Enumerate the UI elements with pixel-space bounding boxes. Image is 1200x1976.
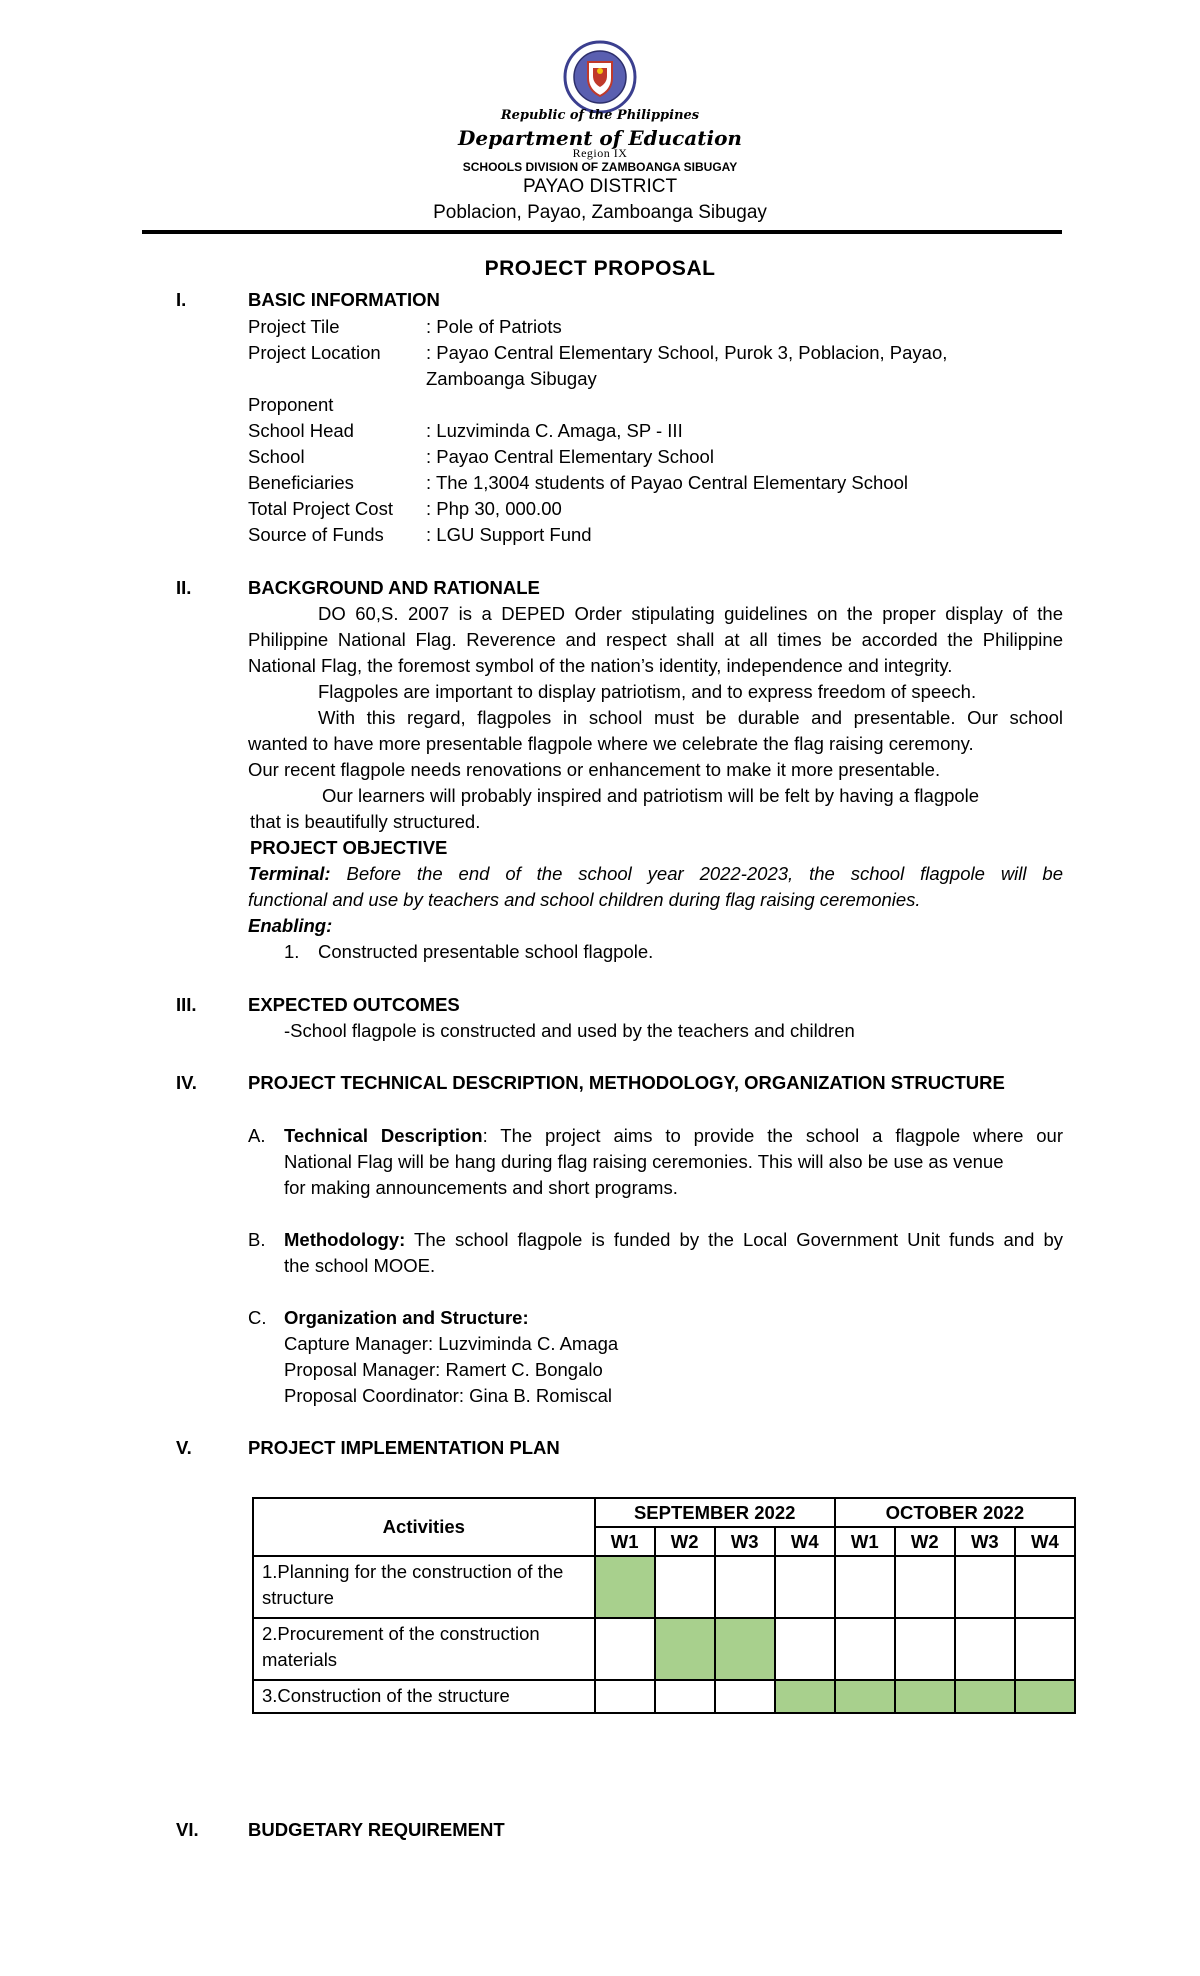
table-header-row (253, 1498, 1075, 1527)
section-heading: BUDGETARY REQUIREMENT (248, 1819, 505, 1840)
field-label: School (248, 446, 305, 467)
org-member: Capture Manager: Luzviminda C. Amaga (284, 1333, 619, 1354)
section-numeral: VI. (176, 1819, 199, 1840)
section-numeral: IV. (176, 1072, 197, 1093)
paragraph-line: Philippine National Flag. Reverence and respect shall at all times be accorded the Philippine (248, 629, 1063, 650)
week-cell (1015, 1618, 1075, 1680)
technical-description (284, 1123, 1063, 1149)
week-cell (1015, 1680, 1075, 1713)
division-line: SCHOOLS DIVISION OF ZAMBOANGA SIBUGAY (462, 160, 738, 174)
week-cell (655, 1556, 715, 1618)
section-numeral: III. (176, 994, 197, 1015)
week-cell (955, 1556, 1015, 1618)
terminal-label: Terminal: (248, 863, 331, 884)
section-numeral: V. (176, 1437, 192, 1458)
field-label: Proponent (248, 394, 334, 415)
item-letter: C. (248, 1307, 267, 1328)
district-line: PAYAO DISTRICT (522, 176, 678, 197)
week-cell (655, 1680, 715, 1713)
field-label: Project Tile (248, 316, 340, 337)
table-row (253, 1680, 1075, 1713)
week-header: W3 (715, 1527, 775, 1556)
terminal-text: Before the end of the school year 2022-2023, the school flagpole will be (330, 863, 1063, 884)
week-cell (715, 1680, 775, 1713)
implementation-plan-table (252, 1497, 1076, 1714)
paragraph-line: DO 60,S. 2007 is a DEPED Order stipulating guidelines on the proper display of the (318, 603, 1063, 624)
week-cell (895, 1618, 955, 1680)
field-label: Source of Funds (248, 524, 384, 545)
week-cell (595, 1680, 655, 1713)
paragraph-line: for making announcements and short programs. (284, 1177, 678, 1198)
paragraph-line: the school MOOE. (284, 1255, 436, 1276)
field-value: Zamboanga Sibugay (426, 368, 597, 389)
paragraph-line: National Flag will be hang during flag raising ceremonies. This will also be use as venue (284, 1151, 1004, 1172)
paragraph-line: Our recent flagpole needs renovations or enhancement to make it more presentable. (248, 759, 941, 780)
week-cell (955, 1618, 1015, 1680)
week-cell (835, 1556, 895, 1618)
address-line: Poblacion, Payao, Zamboanga Sibugay (433, 202, 767, 223)
week-cell (715, 1618, 775, 1680)
field-value: : LGU Support Fund (426, 524, 592, 545)
field-value: : The 1,3004 students of Payao Central Elementary School (426, 472, 908, 493)
paragraph-line: Flagpoles are important to display patriotism, and to express freedom of speech. (318, 681, 977, 702)
deped-seal-icon (563, 40, 637, 114)
item-letter: A. (248, 1125, 266, 1146)
paragraph-line: With this regard, flagpoles in school must be durable and presentable. Our school (318, 707, 1063, 728)
week-cell (775, 1680, 835, 1713)
field-label: Project Location (248, 342, 381, 363)
field-value: : Luzviminda C. Amaga, SP - III (426, 420, 683, 441)
item-letter: B. (248, 1229, 266, 1250)
field-value: : Payao Central Elementary School (426, 446, 714, 467)
month-header: SEPTEMBER 2022 (595, 1498, 835, 1527)
week-cell (1015, 1556, 1075, 1618)
terminal-text: functional and use by teachers and school children during flag raising ceremonies. (248, 889, 921, 910)
section-heading: PROJECT IMPLEMENTATION PLAN (248, 1437, 560, 1458)
section-heading: BACKGROUND AND RATIONALE (248, 577, 540, 598)
field-label: Beneficiaries (248, 472, 354, 493)
week-header: W3 (955, 1527, 1015, 1556)
methodology-text: The school flagpole is funded by the Local Government Unit funds and by (405, 1229, 1063, 1250)
paragraph-line: Our learners will probably inspired and patriotism will be felt by having a flagpole (322, 785, 980, 806)
field-label: School Head (248, 420, 354, 441)
organization-label: Organization and Structure: (284, 1307, 529, 1328)
field-value: : Pole of Patriots (426, 316, 562, 337)
field-value: : Php 30, 000.00 (426, 498, 562, 519)
technical-description-label: Technical Description (284, 1125, 483, 1146)
region-line: Region IX (572, 146, 628, 160)
section-numeral: I. (176, 289, 187, 310)
week-cell (715, 1556, 775, 1618)
enabling-label: Enabling: (248, 915, 333, 936)
week-header: W1 (835, 1527, 895, 1556)
week-header: W1 (595, 1527, 655, 1556)
paragraph-line: wanted to have more presentable flagpole where we celebrate the flag raising ceremony. (248, 733, 974, 754)
week-cell (595, 1618, 655, 1680)
week-header: W4 (1015, 1527, 1075, 1556)
week-cell (895, 1556, 955, 1618)
republic-line: Republic of the Philippines (500, 108, 700, 123)
page-title: PROJECT PROPOSAL (484, 257, 716, 280)
list-item: Constructed presentable school flagpole. (318, 941, 654, 962)
week-cell (595, 1556, 655, 1618)
week-header: W2 (655, 1527, 715, 1556)
paragraph-line: that is beautifully structured. (250, 811, 481, 832)
outcome-text: -School flagpole is constructed and used by the teachers and children (284, 1020, 855, 1041)
activity-cell: 1.Planning for the construction of the structure (253, 1556, 595, 1618)
list-item-number: 1. (284, 941, 300, 962)
org-member: Proposal Manager: Ramert C. Bongalo (284, 1359, 603, 1380)
org-member: Proposal Coordinator: Gina B. Romiscal (284, 1385, 613, 1406)
objective-heading: PROJECT OBJECTIVE (250, 837, 448, 858)
section-heading: PROJECT TECHNICAL DESCRIPTION, METHODOLOGY, ORGANIZATION STRUCTURE (248, 1072, 1005, 1093)
activities-header: Activities (253, 1498, 595, 1556)
methodology-label: Methodology: (284, 1229, 406, 1250)
field-value: : Payao Central Elementary School, Purok 3, Poblacion, Payao, (426, 342, 948, 363)
terminal-objective (248, 861, 1063, 887)
week-cell (895, 1680, 955, 1713)
week-cell (835, 1618, 895, 1680)
field-label: Total Project Cost (248, 498, 393, 519)
table-row (253, 1618, 1075, 1680)
table-row (253, 1556, 1075, 1618)
month-header: OCTOBER 2022 (835, 1498, 1075, 1527)
department-name: Department of Education (458, 126, 742, 150)
technical-description-text: : The project aims to provide the school a flagpole where our (482, 1125, 1063, 1146)
header-divider (142, 230, 1062, 234)
week-cell (655, 1618, 715, 1680)
activity-cell: 3.Construction of the structure (253, 1680, 595, 1713)
week-cell (775, 1618, 835, 1680)
section-heading: EXPECTED OUTCOMES (248, 994, 460, 1015)
section-numeral: II. (176, 577, 192, 598)
section-heading: BASIC INFORMATION (248, 289, 440, 310)
week-cell (955, 1680, 1015, 1713)
week-header: W2 (895, 1527, 955, 1556)
methodology (284, 1227, 1063, 1253)
week-header: W4 (775, 1527, 835, 1556)
week-cell (835, 1680, 895, 1713)
activity-cell: 2.Procurement of the construction materials (253, 1618, 595, 1680)
week-cell (775, 1556, 835, 1618)
paragraph-line: National Flag, the foremost symbol of the nation’s identity, independence and integrity. (248, 655, 953, 676)
